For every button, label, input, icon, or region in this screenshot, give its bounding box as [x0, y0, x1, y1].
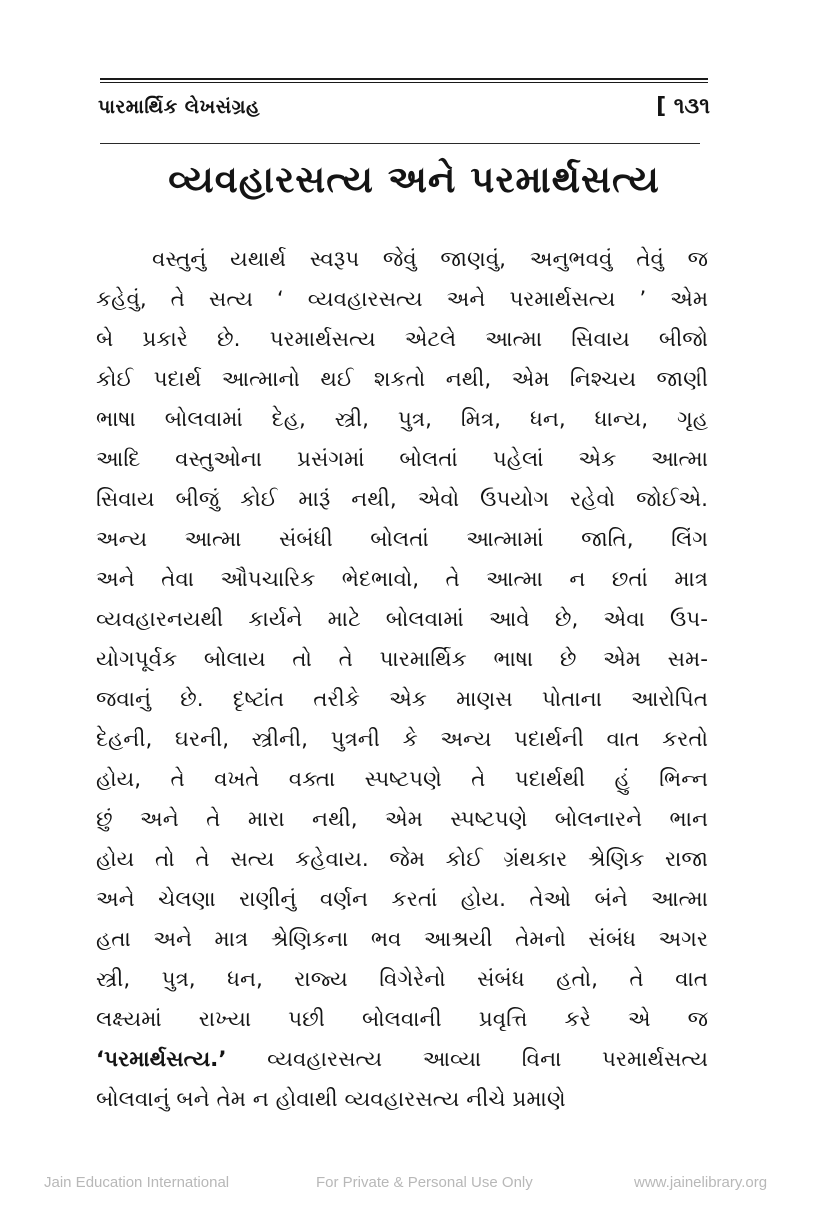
text-line: કહેવું, તે સત્ય ‘ વ્યવહારસત્ય અને પરમાર્થસત્ય ’ એમ — [96, 287, 708, 312]
running-head: પારમાર્થિક લેખસંગ્રહ — [98, 96, 261, 118]
page-number: [ ૧૩૧ — [656, 94, 710, 119]
text-line: હતા અને માત્ર શ્રેણિકના ભવ આશ્રયી તેમનો સંબંધ અગર — [96, 927, 708, 952]
text-line: છું અને તે મારા નથી, એમ સ્પષ્ટપણે બોલનારને ભાન — [96, 807, 708, 832]
text-line — [96, 1040, 708, 1080]
text-line: ભાષા બોલવામાં દેહ, સ્ત્રી, પુત્ર, મિત્ર, ધન, ધાન્ય, ગૃહ — [96, 407, 708, 432]
text-line: બોલવાનું બને તેમ ન હોવાથી વ્યવહારસત્ય નીચે પ્રમાણે — [96, 1087, 566, 1112]
text-line: અને તેવા ઔપચારિક ભેદભાવો, તે આત્મા ન છતાં માત્ર — [96, 567, 708, 592]
text-line: આદિ વસ્તુઓના પ્રસંગમાં બોલતાં પહેલાં એક આત્મા — [96, 447, 708, 472]
text-line: અને ચેલણા રાણીનું વર્ણન કરતાં હોય. તેઓ બંને આત્મા — [96, 887, 708, 912]
text-span: વ્યવહારસત્ય આવ્યા વિના પરમાર્થસત્ય — [226, 1047, 708, 1072]
text-line: યોગપૂર્વક બોલાય તો તે પારમાર્થિક ભાષા છે એમ સમ- — [96, 647, 708, 672]
header-rule — [100, 143, 700, 144]
text-line: અન્ય આત્મા સંબંધી બોલતાં આત્મામાં જાતિ, લિંગ — [96, 527, 708, 552]
top-double-rule — [100, 78, 708, 83]
publisher-watermark: Jain Education International — [44, 1174, 230, 1191]
usage-watermark: For Private & Personal Use Only — [316, 1174, 533, 1191]
text-line: જવાનું છે. દૃષ્ટાંત તરીકે એક માણસ પોતાના આરોપિત — [96, 687, 708, 712]
text-line: વસ્તુનું યથાર્થ સ્વરૂપ જેવું જાણવું, અનુભવવું તેવું જ — [152, 247, 708, 272]
text-line: બે પ્રકારે છે. પરમાર્થસત્ય એટલે આત્મા સિવાય બીજો — [96, 327, 708, 352]
body-paragraph — [96, 240, 708, 1120]
chapter-title: વ્યવહારસત્ય અને પરમાર્થસત્ય — [168, 158, 660, 201]
text-line: સ્ત્રી, પુત્ર, ધન, રાજ્ય વિગેરેનો સંબંધ હતો, તે વાત — [96, 967, 708, 992]
text-line: હોય તો તે સત્ય કહેવાય. જેમ કોઈ ગ્રંથકાર શ્રેણિક રાજા — [96, 847, 708, 872]
text-line: દેહની, ઘરની, સ્ત્રીની, પુત્રની કે અન્ય પદાર્થની વાત કરતો — [96, 727, 708, 752]
website-watermark: www.jainelibrary.org — [634, 1174, 768, 1191]
watermark-footer — [0, 1174, 828, 1196]
text-line: કોઈ પદાર્થ આત્માનો થઈ શકતો નથી, એમ નિશ્ચય જાણી — [96, 367, 708, 392]
text-line: વ્યવહારનયથી કાર્યને માટે બોલવામાં આવે છે, એવા ઉપ- — [96, 607, 708, 632]
text-line: હોય, તે વખતે વક્તા સ્પષ્ટપણે તે પદાર્થથી હું ભિન્ન — [96, 767, 708, 792]
text-line: લક્ષ્યમાં રાખ્યા પછી બોલવાની પ્રવૃત્તિ કરે એ જ — [96, 1007, 708, 1032]
text-line: સિવાય બીજું કોઈ મારૂં નથી, એવો ઉપયોગ રહેવો જોઈએ. — [96, 487, 708, 512]
emphasized-term: ‘પરમાર્થસત્ય.’ — [96, 1047, 227, 1072]
